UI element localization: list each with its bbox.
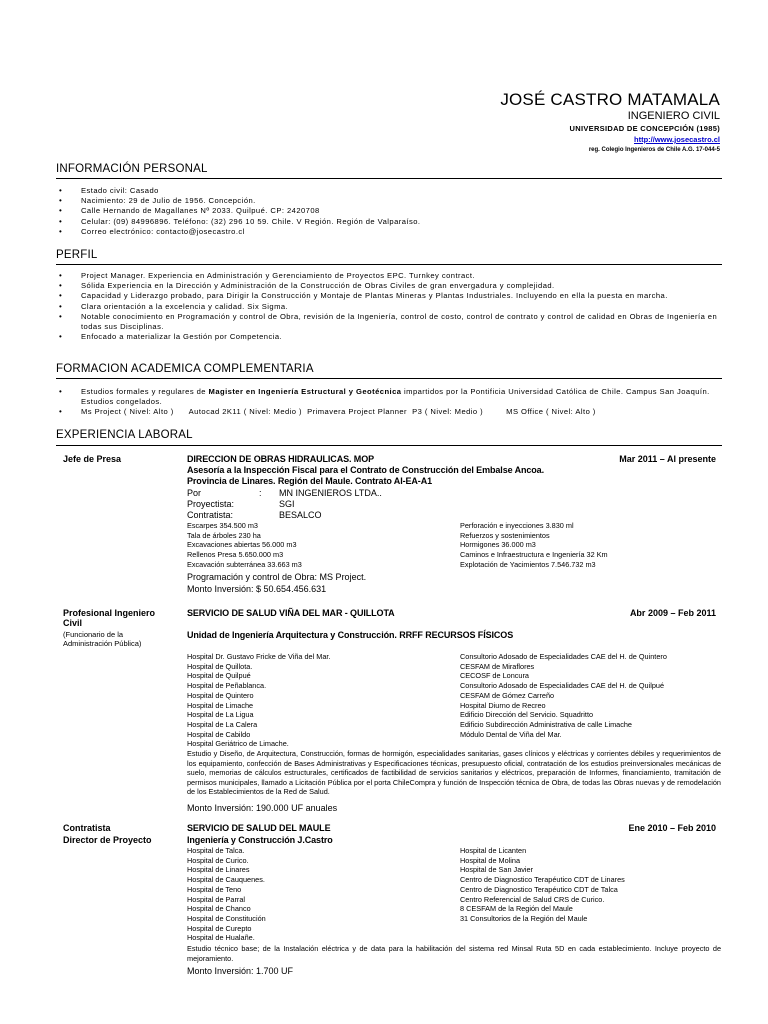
list-item: Hospital de Curico. (187, 855, 249, 865)
list-item: • Estado civil: Casado (56, 186, 722, 196)
list-item: Hospital de La Ligua (187, 710, 254, 720)
list-item: • Ms Project ( Nivel: Alto ) Autocad 2K11 ( Nivel: Medio ) Primavera Project Planner P3 ( Nivel: Medio ) MS Office ( Nivel: Alto ) (56, 407, 722, 417)
list-item: Módulo Dental de Viña del Mar. (460, 729, 562, 739)
website-link[interactable]: http://www.josecastro.cl (634, 135, 720, 144)
list-item: Hospital de Constitución (187, 913, 266, 923)
job-organization: SERVICIO DE SALUD DEL MAULE (187, 823, 331, 833)
job-date: Ene 2010 – Feb 2010 (628, 823, 716, 833)
list-item: • Correo electrónico: contacto@josecastro.cl (56, 227, 722, 237)
job-date: Abr 2009 – Feb 2011 (629, 608, 716, 618)
job-monto: Monto Inversión: 1.700 UF (187, 966, 294, 976)
list-item: • Project Manager. Experiencia en Administración y Gerenciamiento de Proyectos EPC. Turnkey contract. (56, 271, 722, 281)
section-heading-experiencia: EXPERIENCIA LABORAL (56, 429, 193, 441)
job-monto: Monto Inversión: 190.000 UF anuales (187, 803, 338, 813)
list-item: Hospital de Parral (187, 894, 245, 904)
job-date: Mar 2011 – Al presente (619, 454, 716, 464)
list-item: • Sólida Experiencia en la Dirección y Administración de la Construcción de Obras Civiles de gran envergadura y complejidad. (56, 281, 722, 291)
list-item (56, 387, 722, 407)
section-divider (56, 178, 722, 179)
list-item: Hospital Geriátrico de Limache. (187, 739, 289, 749)
list-item: Hospital de Hualañe. (187, 933, 255, 943)
list-item: Hospital de Chanco (187, 904, 251, 914)
job-detail-contratista: Contratista: BESALCO (187, 510, 322, 520)
list-item: 31 Consultorios de la Región del Maule (460, 913, 588, 923)
job-detail-por: Por : MN INGENIEROS LTDA.. (187, 488, 382, 498)
list-item: • Notable conocimiento en Programación y control de Obra, revisión de la Ingeniería, control de costo, control de contrato y control de calidad en Obras de Ingeniería en todas sus Disciplinas. (56, 312, 722, 332)
section-divider (56, 445, 722, 446)
list-item: Hospital de Quilpué (187, 671, 251, 681)
list-item: Centro de Diagnostico Terapéutico CDT de Talca (460, 884, 618, 894)
job-description-paragraph: Estudio técnico base; de la Instalación eléctrica y de data para la habilitación del sistema red Minsal Ruta 5D en cada establecimiento. Incluye proyecto de mejoramiento. (187, 944, 721, 963)
list-item: • Capacidad y Liderazgo probado, para Dirigir la Construcción y Montaje de Plantas Mineras y Plantas Industriales. Incluyendo en ella la puesta en marcha. (56, 291, 722, 301)
job1-quantities-right (460, 521, 608, 570)
formacion-list (56, 387, 722, 418)
job-description: Asesoría a la Inspección Fiscal para el Contrato de Construcción del Embalse Ancoa. (187, 465, 544, 475)
list-item: Hospital de Teno (187, 884, 242, 894)
list-item: Hospital de Peñablanca. (187, 681, 267, 691)
job-role: Contratista (63, 823, 111, 833)
formacion-text-pre: Estudios formales y regulares de (81, 387, 209, 396)
section-heading-personal: INFORMACIÓN PERSONAL (56, 163, 208, 175)
job-detail-proyectista: Proyectista: SGI (187, 499, 295, 509)
list-item: Explotación de Yacimientos 7.546.732 m3 (460, 559, 596, 569)
list-item: Hospital de Curepto (187, 923, 252, 933)
job-role: Profesional Ingeniero Civil (63, 608, 156, 628)
list-item: Tala de árboles 230 ha (187, 530, 261, 540)
section-heading-perfil: PERFIL (56, 249, 98, 261)
list-item: Hospital de Cauquenes. (187, 875, 265, 885)
list-item: Refuerzos y sostenimientos (460, 530, 550, 540)
list-item: Hospital de Molina (460, 855, 521, 865)
list-item: CESFAM de Miraflores (460, 661, 535, 671)
list-item: • Clara orientación a la excelencia y calidad. Six Sigma. (56, 302, 722, 312)
section-heading-formacion: FORMACION ACADEMICA COMPLEMENTARIA (56, 363, 314, 375)
personal-info-list (56, 186, 722, 237)
job-unit: Unidad de Ingeniería Arquitectura y Construcción. RRFF RECURSOS FÍSICOS (187, 630, 514, 640)
list-item: Centro Referencial de Salud CRS de Curico. (460, 894, 605, 904)
list-item: Hospital de San Javier (460, 865, 534, 875)
list-item: Hospital de Licanten (460, 846, 527, 855)
list-item: Hospital de Talca. (187, 846, 245, 855)
list-item: Caminos e Infraestructura e Ingeniería 32 Km (460, 550, 608, 560)
list-item: Hospital de Linares (187, 865, 250, 875)
job3-hospitals-left (187, 846, 266, 943)
job-company: Ingeniería y Construcción J.Castro (187, 835, 333, 845)
list-item: Centro de Diagnostico Terapéutico CDT de Linares (460, 875, 625, 885)
job-role: Director de Proyecto (63, 835, 152, 845)
list-item: Hospital Diurno de Recreo (460, 700, 546, 710)
list-item: • Celular: (09) 84996896. Teléfono: (32) 296 10 59. Chile. V Región. Región de Valparaíso. (56, 217, 722, 227)
job2-hospitals-left (187, 652, 330, 749)
list-item: Edificio Dirección del Servicio. Squadritto (460, 710, 594, 720)
list-item: Hospital de La Calera (187, 719, 258, 729)
job-programacion: Programación y control de Obra: MS Project. (187, 572, 367, 582)
list-item: 8 CESFAM de la Región del Maule (460, 904, 573, 914)
job-organization: DIRECCION DE OBRAS HIDRAULICAS. MOP (187, 454, 375, 464)
professional-title: INGENIERO CIVIL (627, 110, 720, 122)
list-item: CECOSF de Loncura (460, 671, 529, 681)
perfil-list (56, 271, 722, 342)
job-organization: SERVICIO DE SALUD VIÑA DEL MAR - QUILLOTA (187, 608, 395, 618)
formacion-text-post: impartidos por la Pontificia Universidad Católica de Chile. Campus San Joaquín. Estudios congelados. (81, 387, 710, 407)
list-item: Escarpes 354.500 m3 (187, 521, 258, 530)
job-role: Jefe de Presa (63, 454, 122, 464)
section-divider (56, 378, 722, 379)
list-item: Hospital de Quillota. (187, 661, 253, 671)
job2-facilities-right (460, 652, 667, 739)
registration-number: reg. Colegio Ingenieros de Chile A.G. 17-044-5 (588, 147, 720, 153)
list-item: • Calle Hernando de Magallanes Nº 2033. Quilpué. CP: 2420708 (56, 206, 722, 216)
job1-quantities-left (187, 521, 302, 570)
job-role-note: (Funcionario de la Administración Pública) (63, 630, 142, 648)
list-item: Perforación e inyecciones 3.830 ml (460, 521, 574, 530)
list-item: • Enfocado a materializar la Gestión por Competencia. (56, 332, 722, 342)
list-item: Hormigones 36.000 m3 (460, 540, 536, 550)
list-item: • Nacimiento: 29 de Julio de 1956. Concepción. (56, 196, 722, 206)
list-item: Excavaciones abiertas 56.000 m3 (187, 540, 297, 550)
job-description: Provincia de Linares. Región del Maule. Contrato AI-EA-A1 (187, 476, 433, 486)
list-item: Hospital de Cabildo (187, 729, 251, 739)
job-monto: Monto Inversión: $ 50.654.456.631 (187, 584, 327, 594)
formacion-degree: Magister en Ingeniería Estructural y Geotécnica (208, 387, 402, 396)
list-item: Rellenos Presa 5.650.000 m3 (187, 550, 284, 560)
candidate-name: JOSÉ CASTRO MATAMALA (500, 90, 720, 109)
job3-facilities-right (460, 846, 625, 924)
list-item: Hospital de Quintero (187, 690, 254, 700)
list-item: Excavación subterránea 33.663 m3 (187, 559, 302, 569)
list-item: Hospital de Limache (187, 700, 254, 710)
list-item: Hospital Dr. Gustavo Fricke de Viña del Mar. (187, 652, 331, 661)
job-description-paragraph: Estudio y Diseño, de Arquitectura, Construcción, formas de hormigón, especialidades sanitarias, gases clínicos y eléctricas y corrientes débiles y requerimientos de los equipamiento, confección de Bases Administrativas y Especificaciones técnicas, presupuesto oficial, contratación de los estudios preinversionales mecánicas de suelo, memorias de cálculos estructurales, certificados de factibilidad de servicios sanitarios y eléctricos, preparación de Informes, financiamiento, tramitación de permisos municipales, llamado a Licitación Pública por el porta ChileCompra y función de Inspección técnica de Obra, de todas las Obras nuevas y de remodelación de los Establecimientos de la Red de Salud. (187, 749, 721, 797)
list-item: CESFAM de Gómez Carreño (460, 690, 555, 700)
university: UNIVERSIDAD DE CONCEPCIÓN (1985) (569, 124, 720, 133)
list-item: Consultorio Adosado de Especialidades CAE del H. de Quintero (460, 652, 667, 661)
list-item: Edificio Subdirección Administrativa de calle Limache (460, 719, 632, 729)
list-item: Consultorio Adosado de Especialidades CAE del H. de Quilpué (460, 681, 665, 691)
section-divider (56, 264, 722, 265)
